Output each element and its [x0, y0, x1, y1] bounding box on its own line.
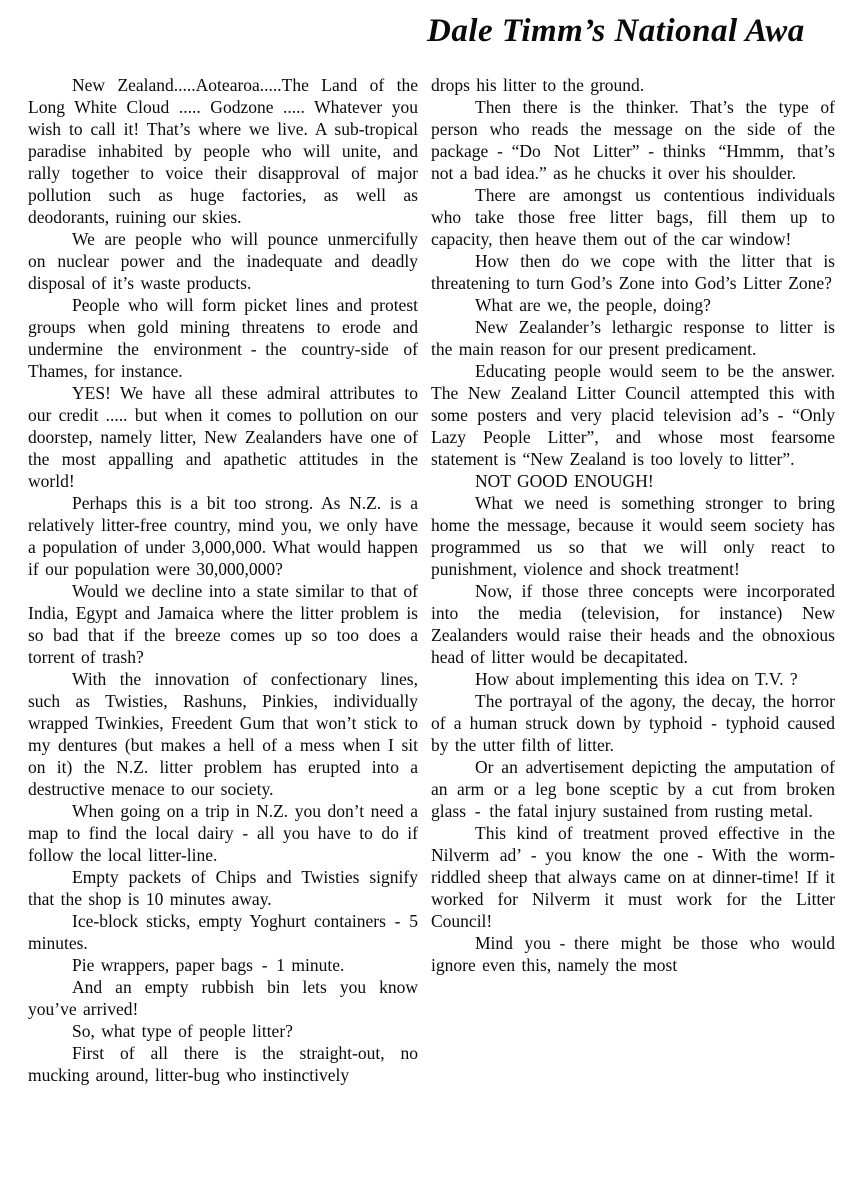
right-column [431, 74, 835, 1186]
paragraph: Would we decline into a state similar to that of India, Egypt and Jamaica where the litter problem is so bad that if the breeze comes up so too does a torrent of trash? [28, 581, 418, 667]
paragraph: First of all there is the straight-out, no mucking around, litter-bug who instinctively [28, 1043, 418, 1085]
paragraph: Educating people would seem to be the answer. The New Zealand Litter Council attempted this with some posters and very placid television ad’s - “Only Lazy People Litter”, and whose most fearsome statement is “New Zealand is too lovely to litter”. [431, 361, 835, 469]
paragraph: This kind of treatment proved effective in the Nilverm ad’ - you know the one - With the worm-riddled sheep that always came on at dinner-time! If it worked for Nilverm it must work for the Litter Council! [431, 823, 835, 931]
paragraph: YES! We have all these admiral attributes to our credit ..... but when it comes to pollution on our doorstep, namely litter, New Zealanders have one of the most appalling and apathetic attitudes in the world! [28, 383, 418, 491]
left-column [28, 74, 418, 1186]
paragraph: New Zealander’s lethargic response to litter is the main reason for our present predicament. [431, 317, 835, 359]
paragraph: Now, if those three concepts were incorporated into the media (television, for instance) New Zealanders would raise their heads and the obnoxious head of litter would be decapitated. [431, 581, 835, 667]
paragraph: Then there is the thinker. That’s the type of person who reads the message on the side of the package - “Do Not Litter” - thinks “Hmmm, that’s not a bad idea.” as he chucks it over his shoulder. [431, 97, 835, 183]
paragraph: We are people who will pounce unmercifully on nuclear power and the inadequate and deadly disposal of it’s waste products. [28, 229, 418, 293]
paragraph: Ice-block sticks, empty Yoghurt containers - 5 minutes. [28, 911, 418, 953]
paragraph: The portrayal of the agony, the decay, the horror of a human struck down by typhoid - typhoid caused by the utter filth of litter. [431, 691, 835, 755]
paragraph: New Zealand.....Aotearoa.....The Land of the Long White Cloud ..... Godzone ..... Whatever you wish to call it! That’s where we live. A sub-tropical paradise inhabited by people who will unite, and rally together to voice their disapproval of major pollution such as huge factories, as well as deodorants, ruining our skies. [28, 75, 418, 227]
paragraph: Perhaps this is a bit too strong. As N.Z. is a relatively litter-free country, mind you, we only have a population of under 3,000,000. What would happen if our population were 30,000,000? [28, 493, 418, 579]
page-title: Dale Timm’s National Awa [427, 13, 805, 49]
paragraph: What we need is something stronger to bring home the message, because it would seem society has programmed us so that we will only react to punishment, violence and shock treatment! [431, 493, 835, 579]
paragraph: What are we, the people, doing? [475, 295, 711, 315]
paragraph: How about implementing this idea on T.V. ? [475, 669, 798, 689]
paragraph: There are amongst us contentious individuals who take those free litter bags, fill them up to capacity, then heave them out of the car window! [431, 185, 835, 249]
two-column-layout [28, 74, 835, 1186]
paragraph: Mind you - there might be those who would ignore even this, namely the most [431, 933, 835, 975]
paragraph: With the innovation of confectionary lines, such as Twisties, Rashuns, Pinkies, individually wrapped Twinkies, Freedent Gum that won’t stick to my dentures (but makes a hell of a mess when I sit on it) the N.Z. litter problem has erupted into a destructive menace to our society. [28, 669, 418, 799]
paragraph: And an empty rubbish bin lets you know you’ve arrived! [28, 977, 418, 1019]
paragraph: Pie wrappers, paper bags - 1 minute. [72, 955, 345, 975]
paragraph: So, what type of people litter? [72, 1021, 293, 1041]
paragraph: How then do we cope with the litter that is threatening to turn God’s Zone into God’s Litter Zone? [431, 251, 835, 293]
paragraph: Or an advertisement depicting the amputation of an arm or a leg bone sceptic by a cut from broken glass - the fatal injury sustained from rusting metal. [431, 757, 835, 821]
paragraph: Empty packets of Chips and Twisties signify that the shop is 10 minutes away. [28, 867, 418, 909]
paragraph: When going on a trip in N.Z. you don’t need a map to find the local dairy - all you have to do if follow the local litter-line. [28, 801, 418, 865]
paragraph: NOT GOOD ENOUGH! [475, 471, 654, 491]
paragraph: People who will form picket lines and protest groups when gold mining threatens to erode and undermine the environment - the country-side of Thames, for instance. [28, 295, 418, 381]
paragraph-continuation: drops his litter to the ground. [431, 75, 645, 95]
